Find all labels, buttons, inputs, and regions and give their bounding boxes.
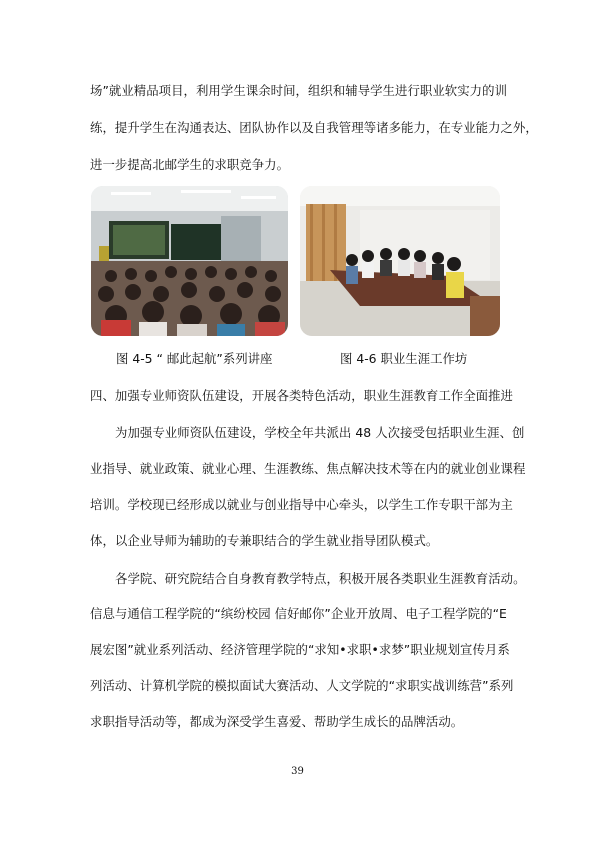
section-heading: 四、加强专业师资队伍建设，开展各类特色活动，职业生涯教育工作全面推进 bbox=[90, 388, 513, 403]
paragraph-line: 各学院、研究院结合自身教育教学特点，积极开展各类职业生涯教育活动。 bbox=[115, 571, 526, 586]
figure-caption-4-5: 图 4-5 “ 邮此起航”系列讲座 bbox=[116, 351, 273, 366]
paragraph-line: 为加强专业师资队伍建设，学校全年共派出 48 人次接受包括职业生涯、创 bbox=[115, 425, 525, 440]
paragraph-line: 列活动、计算机学院的模拟面试大赛活动、人文学院的“求职实战训练营”系列 bbox=[90, 678, 514, 693]
paragraph-line: 场”就业精品项目，利用学生课余时间，组织和辅导学生进行职业软实力的训 bbox=[90, 83, 508, 98]
paragraph-line: 信息与通信工程学院的“缤纷校园 信好邮你”企业开放周、电子工程学院的“E bbox=[90, 606, 507, 621]
paragraph-line: 体，以企业导师为辅助的专兼职结合的学生就业指导团队模式。 bbox=[90, 533, 439, 548]
lecture-photo bbox=[91, 186, 288, 336]
page-number: 39 bbox=[291, 766, 304, 777]
paragraph-line: 进一步提高北邮学生的求职竞争力。 bbox=[90, 157, 290, 172]
workshop-photo bbox=[300, 186, 500, 336]
paragraph-line: 练，提升学生在沟通表达、团队协作以及自我管理等诸多能力，在专业能力之外， bbox=[90, 120, 538, 135]
paragraph-line: 业指导、就业政策、就业心理、生涯教练、焦点解决技术等在内的就业创业课程 bbox=[90, 461, 526, 476]
figure-caption-4-6: 图 4-6 职业生涯工作坊 bbox=[340, 351, 468, 366]
paragraph-line: 培训。学校现已经形成以就业与创业指导中心牵头，以学生工作专职干部为主 bbox=[90, 497, 513, 512]
paragraph-line: 展宏图”就业系列活动、经济管理学院的“求知•求职•求梦”职业规划宣传月系 bbox=[90, 642, 510, 657]
paragraph-line: 求职指导活动等，都成为深受学生喜爱、帮助学生成长的品牌活动。 bbox=[90, 714, 464, 729]
